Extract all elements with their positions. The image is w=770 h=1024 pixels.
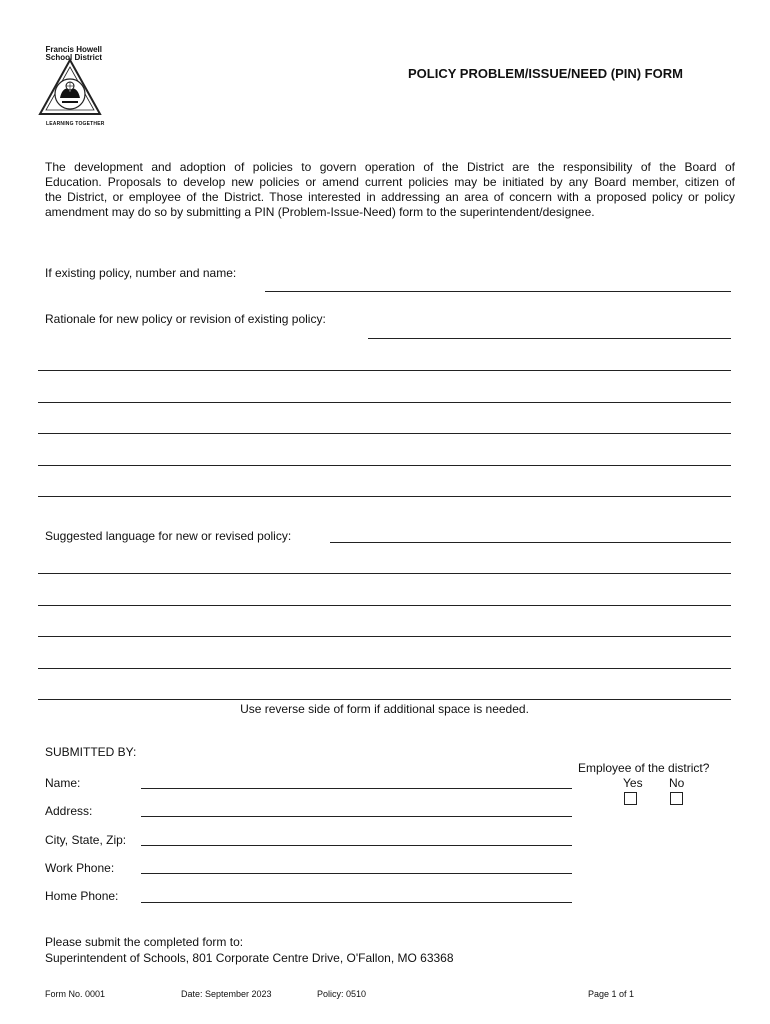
footer-policy: Policy: 0510: [317, 989, 367, 999]
city-state-zip-label: City, State, Zip:: [45, 833, 127, 847]
intro-paragraph: [45, 160, 735, 220]
employee-yes-label: Yes: [623, 776, 643, 790]
intro-line: The development and adoption of policies to govern operation of the District are the responsibility of the Board of: [45, 160, 735, 174]
suggested-language-field[interactable]: [38, 573, 731, 574]
rationale-field[interactable]: [38, 496, 731, 497]
rationale-field[interactable]: [38, 370, 731, 371]
rationale-field[interactable]: [38, 402, 731, 403]
intro-line: Education. Proposals to develop new policies or amend current policies may be initiated by any Board member, citizen of: [45, 175, 735, 189]
work-phone-label: Work Phone:: [45, 861, 115, 875]
city-state-zip-field[interactable]: [141, 845, 572, 846]
employee-question: Employee of the district?: [578, 761, 710, 775]
suggested-language-label: Suggested language for new or revised policy:: [45, 529, 292, 543]
rationale-field[interactable]: [368, 338, 731, 339]
district-logo: [36, 46, 106, 128]
submit-to-address: Superintendent of Schools, 801 Corporate Centre Drive, O'Fallon, MO 63368: [45, 951, 454, 965]
home-phone-field[interactable]: [141, 902, 572, 903]
reverse-side-note: Use reverse side of form if additional space is needed.: [240, 702, 529, 716]
name-field[interactable]: [141, 788, 572, 789]
address-label: Address:: [45, 804, 93, 818]
intro-line: the District, or employee of the District. Those interested in addressing an area of concern with a proposed policy or policy: [45, 190, 735, 204]
employee-yes-checkbox[interactable]: [624, 792, 637, 805]
rationale-field[interactable]: [38, 465, 731, 466]
logo-name-line2: School District: [45, 53, 102, 62]
footer-form-number: Form No. 0001: [45, 989, 106, 999]
suggested-language-field[interactable]: [38, 668, 731, 669]
rationale-field[interactable]: [38, 433, 731, 434]
address-field[interactable]: [141, 816, 572, 817]
suggested-language-field[interactable]: [330, 542, 731, 543]
name-label: Name:: [45, 776, 81, 790]
form-title: POLICY PROBLEM/ISSUE/NEED (PIN) FORM: [408, 66, 683, 81]
existing-policy-field[interactable]: [265, 291, 731, 292]
footer-date: Date: September 2023: [181, 989, 272, 999]
intro-line: amendment may do so by submitting a PIN (Problem-Issue-Need) form to the superintendent/designee.: [45, 205, 595, 219]
submitted-by-heading: SUBMITTED BY:: [45, 745, 137, 759]
employee-no-checkbox[interactable]: [670, 792, 683, 805]
logo-tagline: LEARNING TOGETHER: [46, 121, 105, 127]
logo-emblem-icon: [38, 58, 102, 122]
footer-page-number: Page 1 of 1: [588, 989, 635, 999]
suggested-language-field[interactable]: [38, 699, 731, 700]
existing-policy-label: If existing policy, number and name:: [45, 266, 237, 280]
submit-to-line1: Please submit the completed form to:: [45, 935, 244, 949]
home-phone-label: Home Phone:: [45, 889, 119, 903]
employee-no-label: No: [669, 776, 685, 790]
suggested-language-field[interactable]: [38, 636, 731, 637]
logo-name-line1: Francis Howell: [45, 45, 102, 54]
rationale-label: Rationale for new policy or revision of existing policy:: [45, 312, 326, 326]
suggested-language-field[interactable]: [38, 605, 731, 606]
work-phone-field[interactable]: [141, 873, 572, 874]
